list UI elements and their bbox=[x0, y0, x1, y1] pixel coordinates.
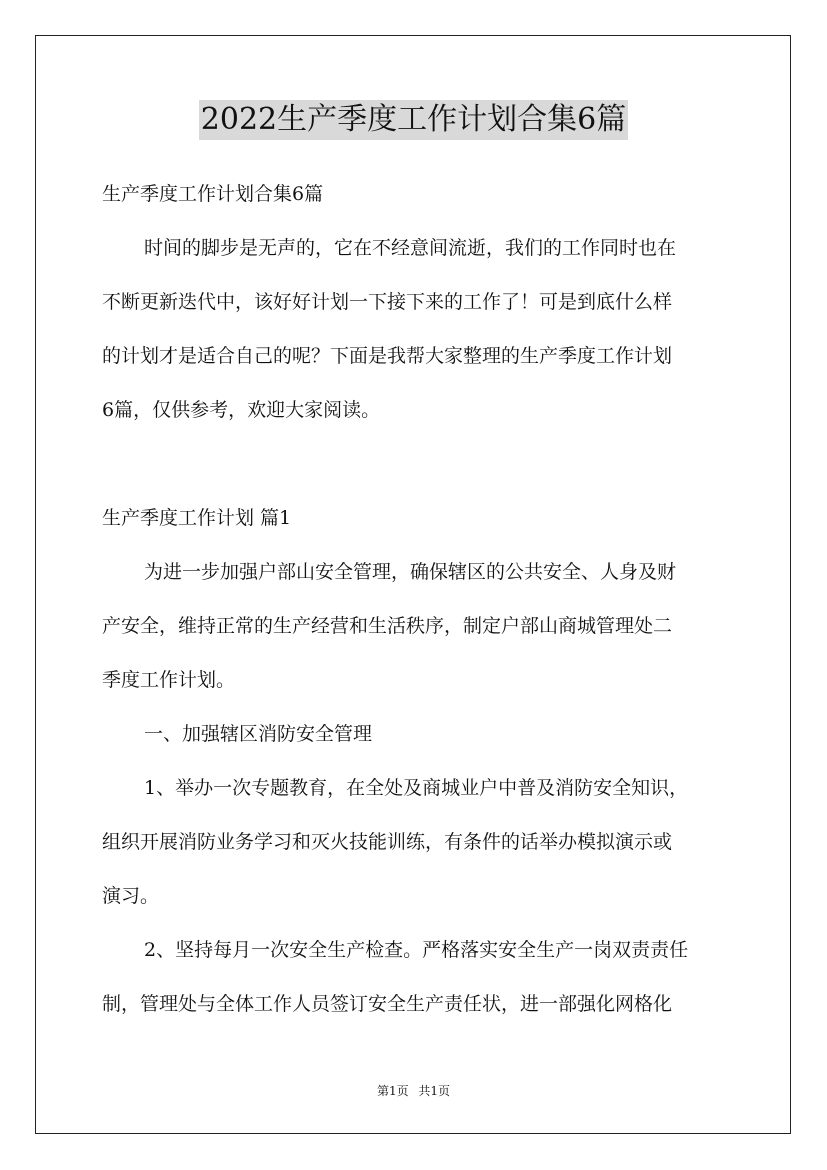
intro-line: 6篇，仅供参考，欢迎大家阅读。 bbox=[102, 399, 381, 421]
intro-line: 的计划才是适合自己的呢？下面是我帮大家整理的生产季度工作计划 bbox=[102, 345, 673, 367]
section-line: 组织开展消防业务学习和灭火技能训练，有条件的话举办模拟演示或 bbox=[102, 831, 673, 853]
section-line: 制，管理处与全体工作人员签订安全生产责任状，进一部强化网格化 bbox=[102, 993, 673, 1015]
page-number-total: 共1页 bbox=[418, 1084, 451, 1098]
section-line: 2、坚持每月一次安全生产检查。严格落实安全生产一岗双责责任 bbox=[144, 939, 689, 961]
section-line: 为进一步加强户部山安全管理，确保辖区的公共安全、人身及财 bbox=[144, 561, 677, 583]
document-body bbox=[102, 174, 730, 1038]
section-line: 演习。 bbox=[102, 885, 160, 907]
subsection-heading: 一、加强辖区消防安全管理 bbox=[144, 723, 373, 745]
document-subtitle: 生产季度工作计划合集6篇 bbox=[102, 183, 324, 205]
section-line: 季度工作计划。 bbox=[102, 669, 236, 691]
intro-line: 时间的脚步是无声的，它在不经意间流逝，我们的工作同时也在 bbox=[144, 237, 677, 259]
page-footer bbox=[0, 1083, 827, 1099]
section-line: 产安全，维持正常的生产经营和生活秩序，制定户部山商城管理处二 bbox=[102, 615, 673, 637]
intro-line: 不断更新迭代中，该好好计划一下接下来的工作了！可是到底什么样 bbox=[102, 291, 673, 313]
section-line: 1、举办一次专题教育，在全处及商城业户中普及消防安全知识， bbox=[144, 777, 689, 799]
section-heading: 生产季度工作计划 篇1 bbox=[102, 507, 292, 529]
page-number-current: 第1页 bbox=[376, 1084, 409, 1098]
document-title: 2022生产季度工作计划合集6篇 bbox=[199, 100, 628, 140]
title-container bbox=[0, 100, 827, 140]
